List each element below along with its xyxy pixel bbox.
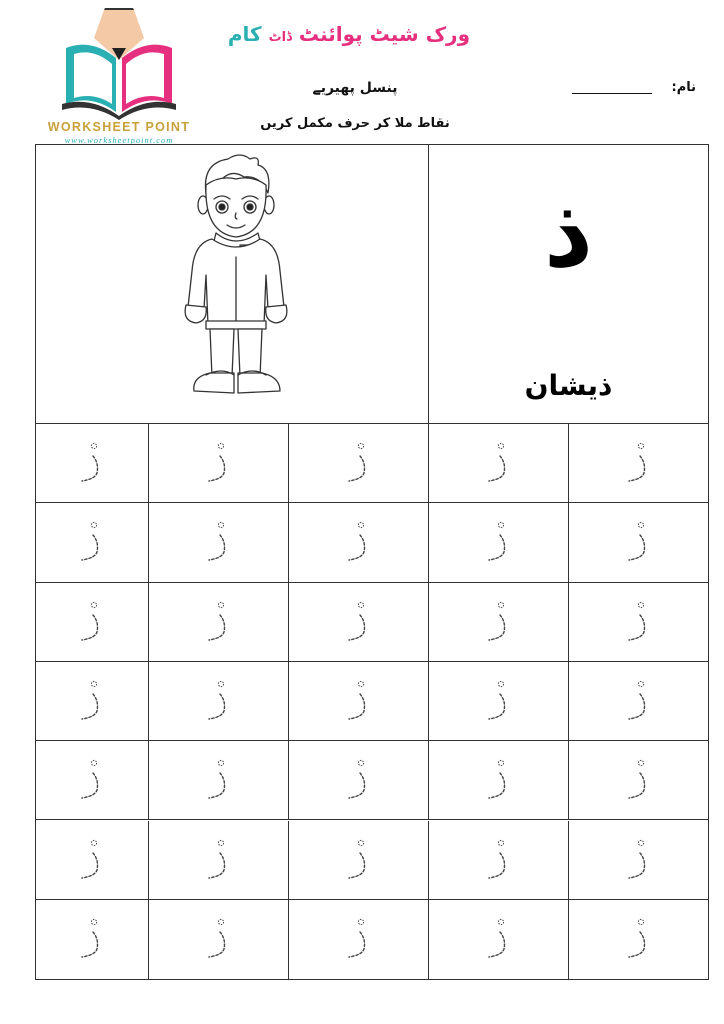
dotted-letter-icon (344, 600, 374, 644)
dotted-letter-icon (624, 679, 654, 723)
letter-stroke (82, 932, 98, 957)
letter-dot (358, 444, 363, 449)
featured-letter: ذ (543, 177, 594, 289)
tracing-cell[interactable] (149, 900, 289, 979)
tracing-cell[interactable] (429, 821, 569, 900)
dotted-letter-icon (344, 679, 374, 723)
dotted-letter-icon (77, 758, 107, 802)
letter-stroke (349, 773, 365, 798)
letter-dot (498, 920, 503, 925)
letter-dot (91, 761, 96, 766)
dotted-letter-icon (77, 917, 107, 961)
letter-dot (638, 602, 643, 607)
brand-part-3: کام (227, 22, 262, 46)
letter-stroke (82, 456, 98, 481)
dotted-letter-icon (484, 758, 514, 802)
tracing-cell[interactable] (429, 503, 569, 582)
dotted-letter-icon (484, 838, 514, 882)
dotted-letter-icon (204, 758, 234, 802)
tracing-cell[interactable] (36, 821, 149, 900)
letter-stroke (489, 773, 505, 798)
dotted-letter-icon (484, 917, 514, 961)
letter-dot (91, 840, 96, 845)
letter-dot (218, 840, 223, 845)
letter-stroke (489, 615, 505, 640)
letter-stroke (629, 615, 645, 640)
worksheet-sheet (35, 144, 709, 980)
tracing-cell[interactable] (429, 741, 569, 820)
letter-dot (218, 523, 223, 528)
letter-stroke (489, 694, 505, 719)
dotted-letter-icon (344, 441, 374, 485)
letter-stroke (82, 694, 98, 719)
letter-stroke (349, 535, 365, 560)
letter-stroke (629, 773, 645, 798)
tracing-cell[interactable] (36, 741, 149, 820)
dotted-letter-icon (484, 679, 514, 723)
logo-url: www.worksheetpoint.com (64, 135, 174, 145)
letter-dot (218, 920, 223, 925)
tracing-cell[interactable] (569, 424, 708, 503)
letter-dot (638, 761, 643, 766)
dotted-letter-icon (624, 600, 654, 644)
letter-dot (91, 523, 96, 528)
letter-dot (498, 523, 503, 528)
letter-stroke (82, 615, 98, 640)
tracing-cell[interactable] (569, 741, 708, 820)
tracing-cell[interactable] (429, 583, 569, 662)
letter-stroke (209, 535, 225, 560)
letter-stroke (349, 456, 365, 481)
letter-dot (498, 602, 503, 607)
brand-title (227, 22, 470, 46)
letter-stroke (629, 694, 645, 719)
letter-dot (218, 761, 223, 766)
tracing-cell[interactable] (289, 900, 429, 979)
letter-stroke (209, 932, 225, 957)
tracing-cell[interactable] (289, 662, 429, 741)
tracing-cell[interactable] (429, 424, 569, 503)
tracing-cell[interactable] (36, 583, 149, 662)
dotted-letter-icon (344, 758, 374, 802)
letter-dot (358, 840, 363, 845)
letter-stroke (209, 853, 225, 878)
tracing-cell[interactable] (149, 424, 289, 503)
letter-stroke (349, 932, 365, 957)
dotted-letter-icon (624, 838, 654, 882)
tracing-cell[interactable] (569, 583, 708, 662)
tracing-cell[interactable] (36, 424, 149, 503)
letter-stroke (489, 456, 505, 481)
tracing-cell[interactable] (149, 741, 289, 820)
tracing-cell[interactable] (289, 424, 429, 503)
dotted-letter-icon (204, 520, 234, 564)
letter-stroke (209, 773, 225, 798)
letter-stroke (489, 932, 505, 957)
letter-dot (91, 602, 96, 607)
letter-dot (91, 681, 96, 686)
tracing-cell[interactable] (289, 583, 429, 662)
letter-stroke (629, 932, 645, 957)
dotted-letter-icon (77, 838, 107, 882)
dotted-letter-icon (77, 679, 107, 723)
letter-stroke (82, 535, 98, 560)
dotted-letter-icon (77, 441, 107, 485)
tracing-cell[interactable] (569, 662, 708, 741)
letter-dot (218, 444, 223, 449)
letter-dot (638, 920, 643, 925)
dotted-letter-icon (344, 838, 374, 882)
letter-dot (91, 444, 96, 449)
letter-dot (638, 840, 643, 845)
tracing-cell[interactable] (569, 503, 708, 582)
tracing-cell[interactable] (429, 662, 569, 741)
dotted-letter-icon (77, 520, 107, 564)
tracing-cell[interactable] (569, 821, 708, 900)
tracing-cell[interactable] (289, 821, 429, 900)
letter-dot (358, 681, 363, 686)
name-label: نام: (671, 80, 696, 95)
logo-wordmark: WORKSHEET POINT (47, 120, 191, 134)
letter-dot (638, 681, 643, 686)
tracing-cell[interactable] (36, 503, 149, 582)
letter-stroke (82, 773, 98, 798)
dotted-letter-icon (624, 441, 654, 485)
dotted-letter-icon (624, 917, 654, 961)
dotted-letter-icon (77, 600, 107, 644)
tracing-cell[interactable] (289, 503, 429, 582)
letter-dot (358, 761, 363, 766)
tracing-cell[interactable] (429, 900, 569, 979)
tracing-cell[interactable] (149, 583, 289, 662)
dotted-letter-icon (204, 838, 234, 882)
tracing-cell[interactable] (149, 503, 289, 582)
instruction-trace-pencil: پنسل پھیریے (312, 80, 398, 96)
letter-dot (638, 444, 643, 449)
tracing-cell[interactable] (569, 900, 708, 979)
letter-dot (91, 920, 96, 925)
dotted-letter-icon (204, 679, 234, 723)
dotted-letter-icon (624, 758, 654, 802)
dotted-letter-icon (344, 917, 374, 961)
letter-dot (498, 840, 503, 845)
letter-stroke (209, 615, 225, 640)
tracing-cell[interactable] (149, 662, 289, 741)
tracing-cell[interactable] (36, 662, 149, 741)
letter-stroke (349, 853, 365, 878)
book-pencil-icon (56, 8, 182, 120)
letter-stroke (629, 456, 645, 481)
dotted-letter-icon (204, 917, 234, 961)
letter-stroke (209, 694, 225, 719)
dotted-letter-icon (624, 520, 654, 564)
brand-part-1: ورک شیٹ پوائنٹ (298, 22, 470, 46)
illustration-panel (36, 145, 429, 424)
tracing-cell[interactable] (289, 741, 429, 820)
letter-dot (638, 523, 643, 528)
letter-stroke (489, 535, 505, 560)
example-word: ذیشان (524, 369, 613, 402)
dotted-letter-icon (344, 520, 374, 564)
name-write-line[interactable] (572, 93, 652, 94)
dotted-letter-icon (484, 520, 514, 564)
tracing-cell[interactable] (149, 821, 289, 900)
dotted-letter-icon (484, 441, 514, 485)
brand-part-2: ڈاٹ (268, 30, 292, 45)
dotted-letter-icon (204, 441, 234, 485)
letter-dot (498, 681, 503, 686)
tracing-cell[interactable] (36, 900, 149, 979)
letter-stroke (82, 853, 98, 878)
letter-dot (218, 681, 223, 686)
letter-stroke (629, 535, 645, 560)
featured-letter-panel (429, 145, 708, 424)
boy-illustration-icon (36, 145, 429, 424)
letter-dot (218, 602, 223, 607)
letter-stroke (209, 456, 225, 481)
letter-stroke (349, 615, 365, 640)
dotted-letter-icon (484, 600, 514, 644)
letter-dot (358, 523, 363, 528)
tracing-grid (36, 424, 708, 979)
letter-dot (358, 602, 363, 607)
letter-dot (498, 444, 503, 449)
dotted-letter-icon (204, 600, 234, 644)
letter-stroke (349, 694, 365, 719)
letter-stroke (629, 853, 645, 878)
letter-dot (358, 920, 363, 925)
letter-stroke (489, 853, 505, 878)
instruction-join-dots: نقاط ملا کر حرف مکمل کریں (260, 116, 450, 131)
worksheet-point-logo (44, 8, 194, 145)
letter-dot (498, 761, 503, 766)
